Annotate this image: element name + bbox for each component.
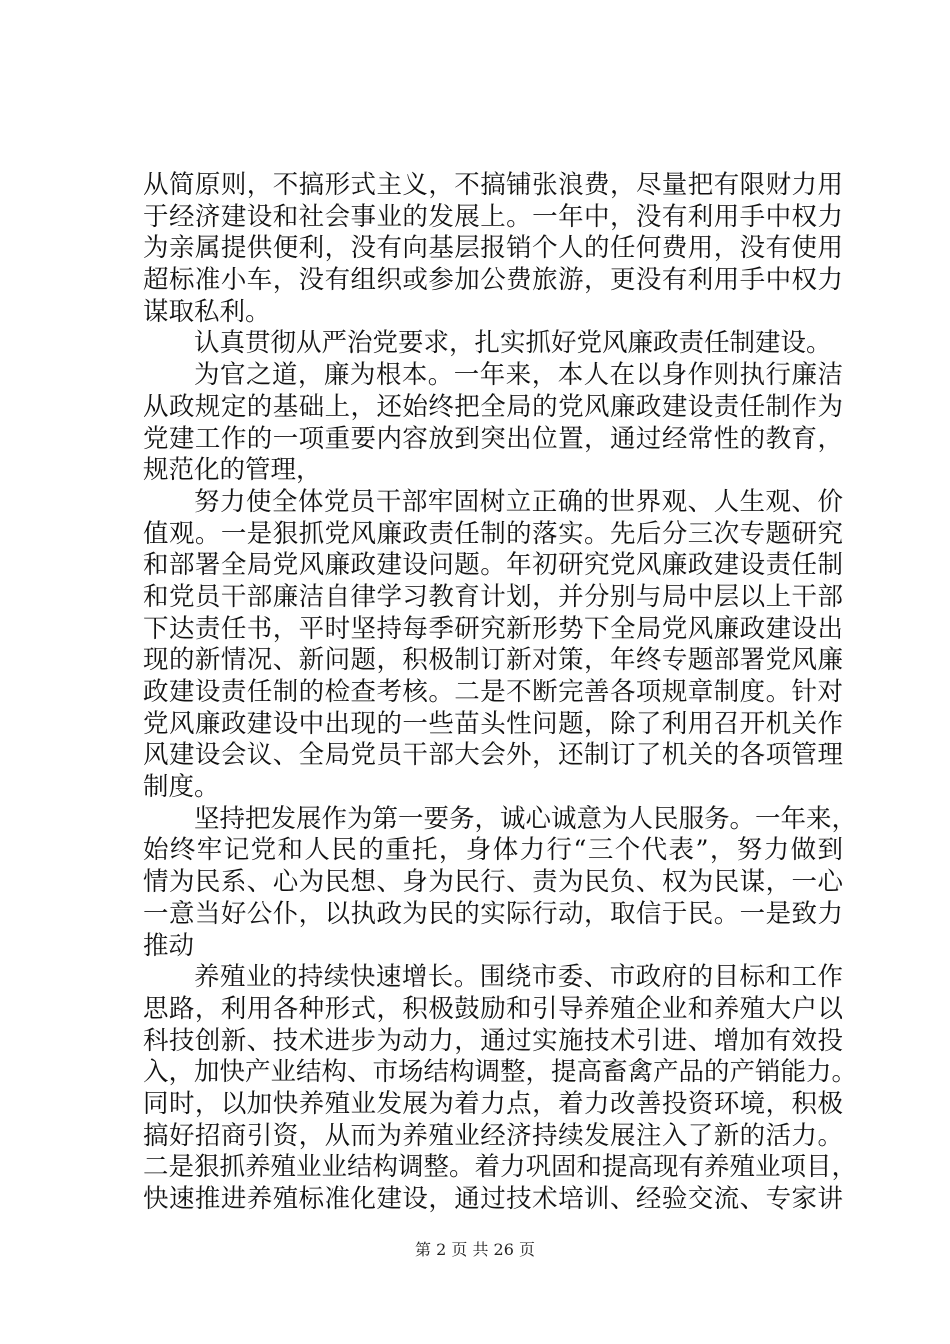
page-footer: 第 2 页 共 26 页 xyxy=(415,1240,535,1259)
text-line: 规范化的管理， xyxy=(143,455,322,486)
text-line: 认真贯彻从严治党要求，扎实抓好党风廉政责任制建设。 xyxy=(194,328,832,359)
text-line: 二是狠抓养殖业业结构调整。着力巩固和提高现有养殖业项目， xyxy=(143,1152,858,1183)
text-line: 快速推进养殖标准化建设，通过技术培训、经验交流、专家讲 xyxy=(143,1184,843,1214)
text-line: 科技创新、技术进步为动力，通过实施技术引进、增加有效投 xyxy=(143,1025,843,1056)
text-line: 党风廉政建设中出现的一些苗头性问题，除了利用召开机关作 xyxy=(143,708,843,739)
text-line: 值观。一是狠抓党风廉政责任制的落实。先后分三次专题研究 xyxy=(143,518,843,549)
text-line: 于经济建设和社会事业的发展上。一年中，没有利用手中权力 xyxy=(143,201,843,232)
text-line: 从简原则，不搞形式主义，不搞铺张浪费，尽量把有限财力用 xyxy=(143,170,843,200)
text-line: 同时，以加快养殖业发展为着力点，着力改善投资环境，积极 xyxy=(143,1088,843,1119)
text-line: 风建设会议、全局党员干部大会外，还制订了机关的各项管理 xyxy=(143,740,843,771)
text-line: 为亲属提供便利，没有向基层报销个人的任何费用，没有使用 xyxy=(143,233,843,264)
text-line: 谋取私利。 xyxy=(143,296,271,327)
text-line: 推动 xyxy=(143,930,195,961)
text-line: 情为民系、心为民想、身为民行、责为民负、权为民谋，一心 xyxy=(143,867,843,898)
text-line: 政建设责任制的检查考核。二是不断完善各项规章制度。针对 xyxy=(143,677,843,707)
text-line: 和部署全局党风廉政建设问题。年初研究党风廉政建设责任制 xyxy=(143,550,843,581)
text-line: 超标准小车，没有组织或参加公费旅游，更没有利用手中权力 xyxy=(143,265,843,296)
text-line: 制度。 xyxy=(143,772,220,803)
text-line: 和党员干部廉洁自律学习教育计划，并分别与局中层以上干部 xyxy=(143,581,843,612)
text-line: 入，加快产业结构、市场结构调整，提高畜禽产品的产销能力。 xyxy=(143,1057,858,1088)
text-line: 从政规定的基础上，还始终把全局的党风廉政建设责任制作为 xyxy=(143,391,843,422)
text-line: 始终牢记党和人民的重托，身体力行“三个代表”，努力做到 xyxy=(143,835,843,866)
text-line: 努力使全体党员干部牢固树立正确的世界观、人生观、价 xyxy=(194,486,843,517)
document-body xyxy=(143,170,858,1216)
text-line: 养殖业的持续快速增长。围绕市委、市政府的目标和工作 xyxy=(194,962,843,993)
text-line: 坚持把发展作为第一要务，诚心诚意为人民服务。一年来， xyxy=(194,803,858,834)
text-line: 搞好招商引资，从而为养殖业经济持续发展注入了新的活力。 xyxy=(143,1120,843,1151)
text-line: 为官之道，廉为根本。一年来，本人在以身作则执行廉洁 xyxy=(194,360,843,391)
text-line: 党建工作的一项重要内容放到突出位置，通过经常性的教育， xyxy=(143,423,843,454)
text-line: 思路，利用各种形式，积极鼓励和引导养殖企业和养殖大户以 xyxy=(143,993,843,1024)
text-line: 现的新情况、新问题，积极制订新对策，年终专题部署党风廉 xyxy=(143,645,843,676)
text-line: 下达责任书，平时坚持每季研究新形势下全局党风廉政建设出 xyxy=(143,613,843,644)
text-line: 一意当好公仆，以执政为民的实际行动，取信于民。一是致力 xyxy=(143,898,843,929)
